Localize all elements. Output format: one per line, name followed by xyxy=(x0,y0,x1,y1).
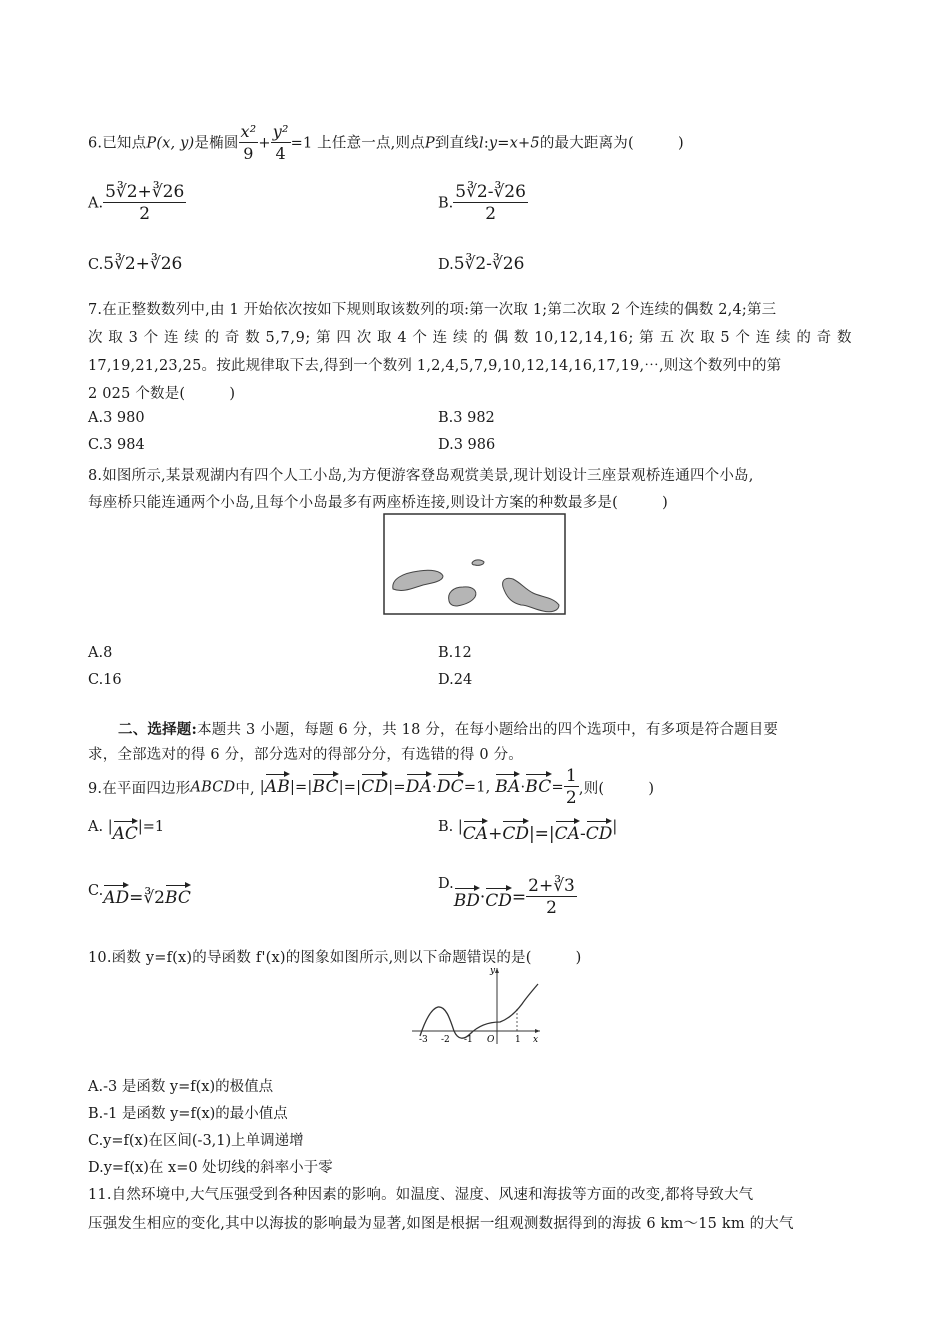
q8-line-2: 每座桥只能连通两个小岛,且每个小岛最多有两座桥连接,则设计方案的种数最多是( ) xyxy=(88,495,668,511)
q8-line-1: 8.如图所示,某景观湖内有四个人工小岛,为方便游客登岛观赏美景,现计划设计三座景观桥连通四个小岛, xyxy=(88,468,754,484)
q10-option-b[interactable]: B.-1 是函数 y=f(x)的最小值点 xyxy=(88,1106,288,1122)
q7-option-d[interactable]: D.3 986 xyxy=(438,437,496,453)
lake-islands-figure xyxy=(383,513,566,615)
q6-option-b[interactable]: B. $\frac{5∛2-∛26}{2}$ xyxy=(438,182,526,224)
q9-stem: 9.在平面四边形ABCD中, |AB|=|BC|=|CD|=DA·DC=1, BA·BC= $\frac{1}{2}$ ,则( ) xyxy=(88,766,655,808)
x-axis-arrow xyxy=(535,1029,540,1033)
q8-option-c[interactable]: C.16 xyxy=(88,672,122,688)
q6-option-d[interactable]: D.5∛2-∛26 xyxy=(438,254,525,274)
tick-label-neg1: -1 xyxy=(464,1035,473,1045)
q10-option-d[interactable]: D.y=f(x)在 x=0 处切线的斜率小于零 xyxy=(88,1160,333,1176)
q8-option-d[interactable]: D.24 xyxy=(438,672,473,688)
derivative-curve xyxy=(420,984,538,1038)
q7-line-2: 次 取 3 个 连 续 的 奇 数 5,7,9; 第 四 次 取 4 个 连 续 的 偶 数 10,12,14,16; 第 五 次 取 5 个 连 续 的 奇 数 xyxy=(88,330,853,346)
q8-option-b[interactable]: B.12 xyxy=(438,645,472,661)
q6-stem: 6.已知点P(x, y)是椭圆 $\frac{\text{x²}}{9}$ + $\frac{\text{y²}}{4}$ =1 上任意一点,则点P到直线l:y=x+5的最大距离为( ) xyxy=(88,122,684,163)
section-2-title: 二、选择题: xyxy=(118,721,198,738)
q7-line-3: 17,19,21,23,25。按此规律取下去,得到一个数列 1,2,4,5,7,9,10,12,14,16,17,19,⋯,则这个数列中的第 xyxy=(88,358,782,374)
q8-option-a[interactable]: A.8 xyxy=(88,645,113,661)
q10-stem: 10.函数 y=f(x)的导函数 f'(x)的图象如图所示,则以下命题错误的是( ) xyxy=(88,950,582,966)
section-2-line-1: 二、选择题:本题共 3 小题，每题 6 分，共 18 分，在每小题给出的四个选项中，有多项是符合题目要 xyxy=(118,721,779,738)
y-axis-arrow xyxy=(495,968,499,973)
tick-label-1: 1 xyxy=(515,1035,521,1045)
tick-label-neg2: -2 xyxy=(441,1035,450,1045)
q7-line-4: 2 025 个数是( ) xyxy=(88,386,236,402)
q11-line-1: 11.自然环境中,大气压强受到各种因素的影响。如温度、湿度、风速和海拔等方面的改变,都将导致大气 xyxy=(88,1187,754,1203)
q7-option-c[interactable]: C.3 984 xyxy=(88,437,145,453)
x-axis-label: x xyxy=(533,1035,539,1045)
island-3 xyxy=(472,560,484,566)
y-axis-label: y xyxy=(490,966,496,976)
q7-line-1: 7.在正整数数列中,由 1 开始依次按如下规则取该数列的项:第一次取 1;第二次取 2 个连续的偶数 2,4;第三 xyxy=(88,302,777,318)
q10-option-a[interactable]: A.-3 是函数 y=f(x)的极值点 xyxy=(88,1079,274,1095)
q7-option-b[interactable]: B.3 982 xyxy=(438,410,495,426)
derivative-graph xyxy=(408,964,544,1048)
tick-label-neg3: -3 xyxy=(419,1035,428,1045)
q9-option-c[interactable]: C.AD=∛2BC xyxy=(88,883,191,908)
q9-option-d[interactable]: D.BD·CD= $\frac{2+∛3}{2}$ xyxy=(438,876,575,918)
q10-option-c[interactable]: C.y=f(x)在区间(-3,1)上单调递增 xyxy=(88,1133,304,1149)
q6-option-c[interactable]: C.5∛2+∛26 xyxy=(88,254,183,274)
q9-option-b[interactable]: B. |CA+CD|=|CA-CD| xyxy=(438,819,618,844)
q7-option-a[interactable]: A.3 980 xyxy=(88,410,145,426)
origin-label: O xyxy=(487,1035,495,1045)
q11-line-2: 压强发生相应的变化,其中以海拔的影响最为显著,如图是根据一组观测数据得到的海拔 6 km〜15 km 的大气 xyxy=(88,1216,794,1232)
q9-option-a[interactable]: A. |AC|=1 xyxy=(88,819,165,844)
q6-option-a[interactable]: A. $\frac{5∛2+∛26}{2}$ xyxy=(88,182,185,224)
section-2-line-2: 求，全部选对的得 6 分，部分选对的得部分分，有选错的得 0 分。 xyxy=(88,747,523,763)
